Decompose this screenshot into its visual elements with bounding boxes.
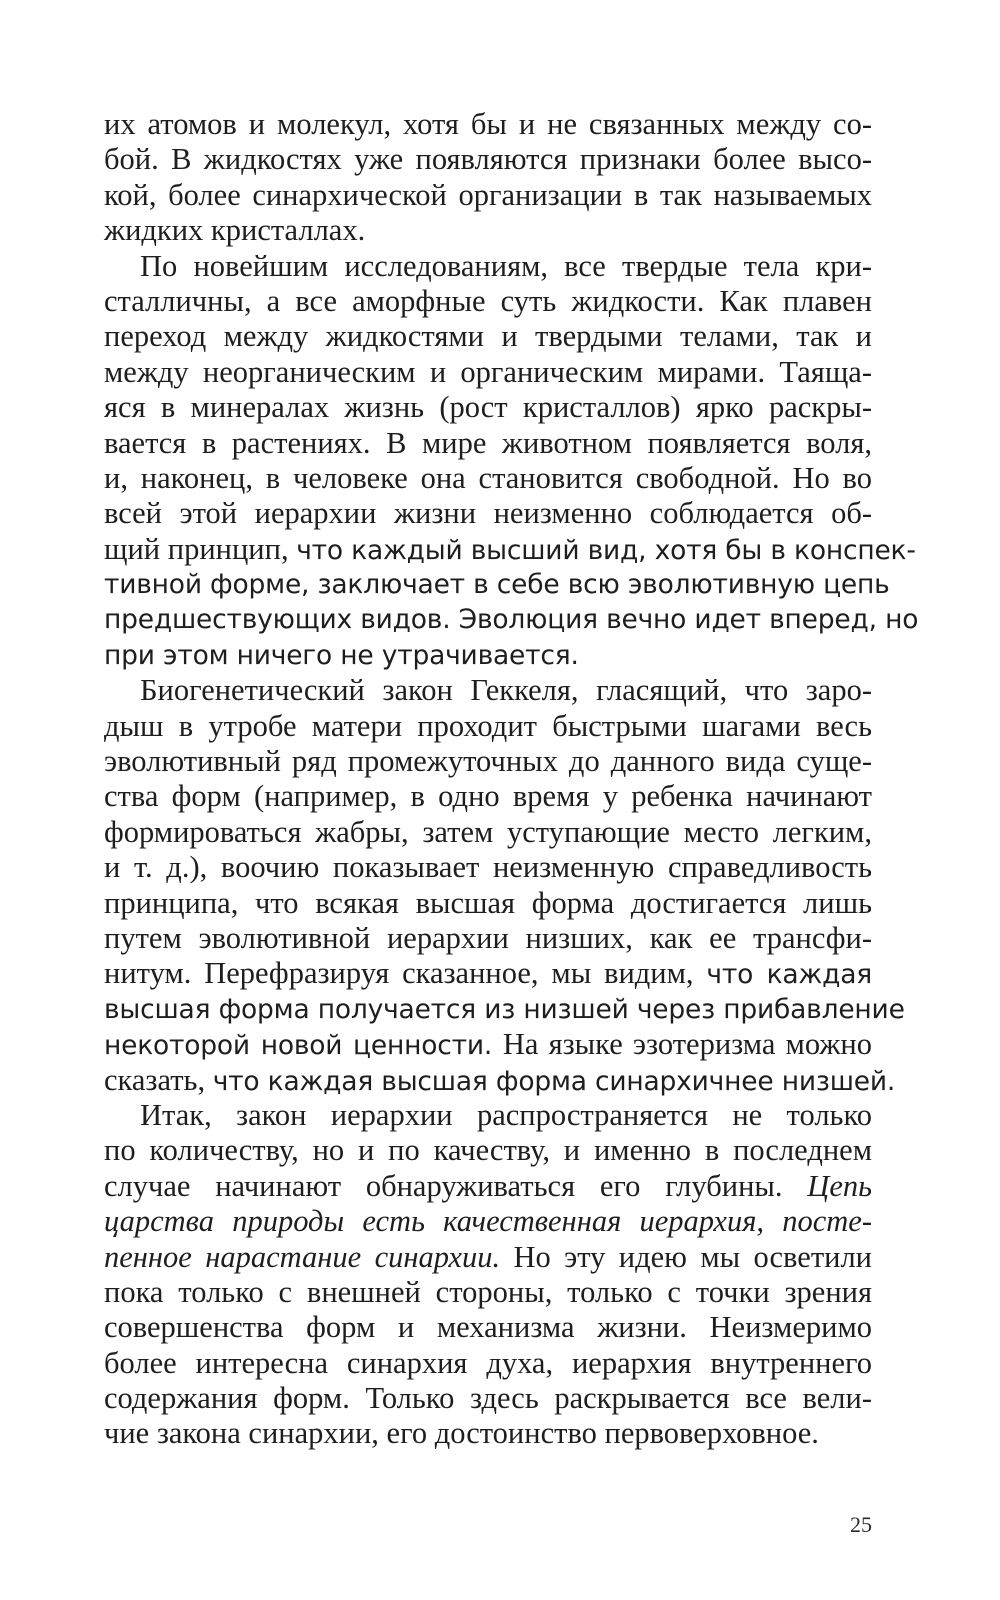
text-line: кой, более синархической организации в так называемых bbox=[104, 177, 872, 212]
text-line: при этом ничего не утрачивается. bbox=[104, 639, 579, 671]
text-segment: Но эту идею мы осветили bbox=[500, 1239, 873, 1274]
text-line: совершенства форм и механизма жизни. Неизмеримо bbox=[104, 1310, 872, 1345]
text-segment: что каждая высшая форма синархичнее низшей. bbox=[212, 1065, 896, 1097]
text-line: Биогенетический закон Геккеля, гласящий, что заро- bbox=[140, 673, 872, 708]
text-segment: что каждая bbox=[706, 959, 872, 991]
text-line: эволютивный ряд промежуточных до данного вида суще- bbox=[104, 744, 872, 779]
text-line: между неорганическим и органическим мирами. Таяща- bbox=[104, 354, 872, 389]
text-line: высшая форма получается из низшей через прибавление bbox=[104, 993, 905, 1025]
text-line: ства форм (например, в одно время у ребенка начинают bbox=[104, 779, 872, 814]
text-line: содержания форм. Только здесь раскрывается все вели- bbox=[104, 1381, 872, 1416]
text-line bbox=[104, 1062, 896, 1098]
text-line bbox=[104, 1169, 872, 1204]
italic-segment: пенное нарастание синархии. bbox=[104, 1239, 501, 1274]
text-line: чие закона синархии, его достоинство первоверховное. bbox=[104, 1416, 819, 1451]
page-number: 25 bbox=[850, 1512, 872, 1537]
text-line: их атомов и молекул, хотя бы и не связанных между со- bbox=[104, 107, 872, 141]
text-line: жидких кристаллах. bbox=[104, 213, 366, 248]
body-text bbox=[104, 107, 919, 1452]
text-line bbox=[104, 531, 916, 567]
text-line: более интересна синархия духа, иерархия внутреннего bbox=[104, 1345, 872, 1380]
text-line: формироваться жабры, затем уступающие место легким, bbox=[104, 814, 872, 849]
text-line: царства природы есть качественная иерархия, посте- bbox=[104, 1204, 872, 1239]
italic-segment: Цепь bbox=[807, 1168, 872, 1203]
text-line: бой. В жидкостях уже появляются признаки более высо- bbox=[104, 142, 872, 177]
text-line: и, наконец, в человеке она становится свободной. Но во bbox=[104, 460, 872, 495]
text-segment: что каждый высший вид, хотя бы в конспек- bbox=[296, 534, 916, 566]
text-line bbox=[104, 956, 872, 991]
text-line: переход между жидкостями и твердыми телами, так и bbox=[104, 319, 872, 354]
text-line: принципа, что всякая высшая форма достигается лишь bbox=[104, 885, 872, 920]
text-line: По новейшим исследованиям, все твердые тела кри- bbox=[140, 248, 872, 283]
text-line: яся в минералах жизнь (рост кристаллов) ярко раскры- bbox=[104, 390, 872, 425]
text-line: по количеству, но и по качеству, и именно в последнем bbox=[104, 1133, 872, 1168]
text-segment: случае начинают обнаруживаться его глубины. bbox=[104, 1168, 808, 1203]
text-segment: нитум. Перефразируя сказанное, мы видим, bbox=[104, 956, 707, 991]
text-line: путем эволютивной иерархии низших, как ее трансфи- bbox=[104, 920, 872, 955]
text-line: и т. д.), воочию показывает неизменную справедливость bbox=[104, 850, 872, 885]
text-line bbox=[104, 1027, 872, 1062]
text-line: предшествующих видов. Эволюция вечно идет вперед, но bbox=[104, 604, 919, 636]
text-segment: сказать, bbox=[104, 1062, 213, 1097]
text-segment: некоторой новой ценности. bbox=[104, 1030, 503, 1062]
text-line: всей этой иерархии жизни неизменно соблюдается об- bbox=[104, 496, 872, 531]
text-line: сталличны, а все аморфные суть жидкости. Как плавен bbox=[104, 283, 872, 318]
text-line: тивной форме, заключает в себе всю эволютивную цепь bbox=[104, 569, 890, 601]
text-segment: щий принцип, bbox=[104, 531, 297, 566]
text-line: пока только с внешней стороны, только с точки зрения bbox=[104, 1274, 872, 1309]
text-line: Итак, закон иерархии распространяется не только bbox=[140, 1097, 872, 1132]
text-segment: На языке эзотеризма можно bbox=[502, 1027, 872, 1062]
text-line: дыш в утробе матери проходит быстрыми шагами весь bbox=[104, 708, 872, 743]
text-line: вается в растениях. В мире животном появляется воля, bbox=[104, 425, 872, 460]
text-line bbox=[104, 1240, 872, 1275]
